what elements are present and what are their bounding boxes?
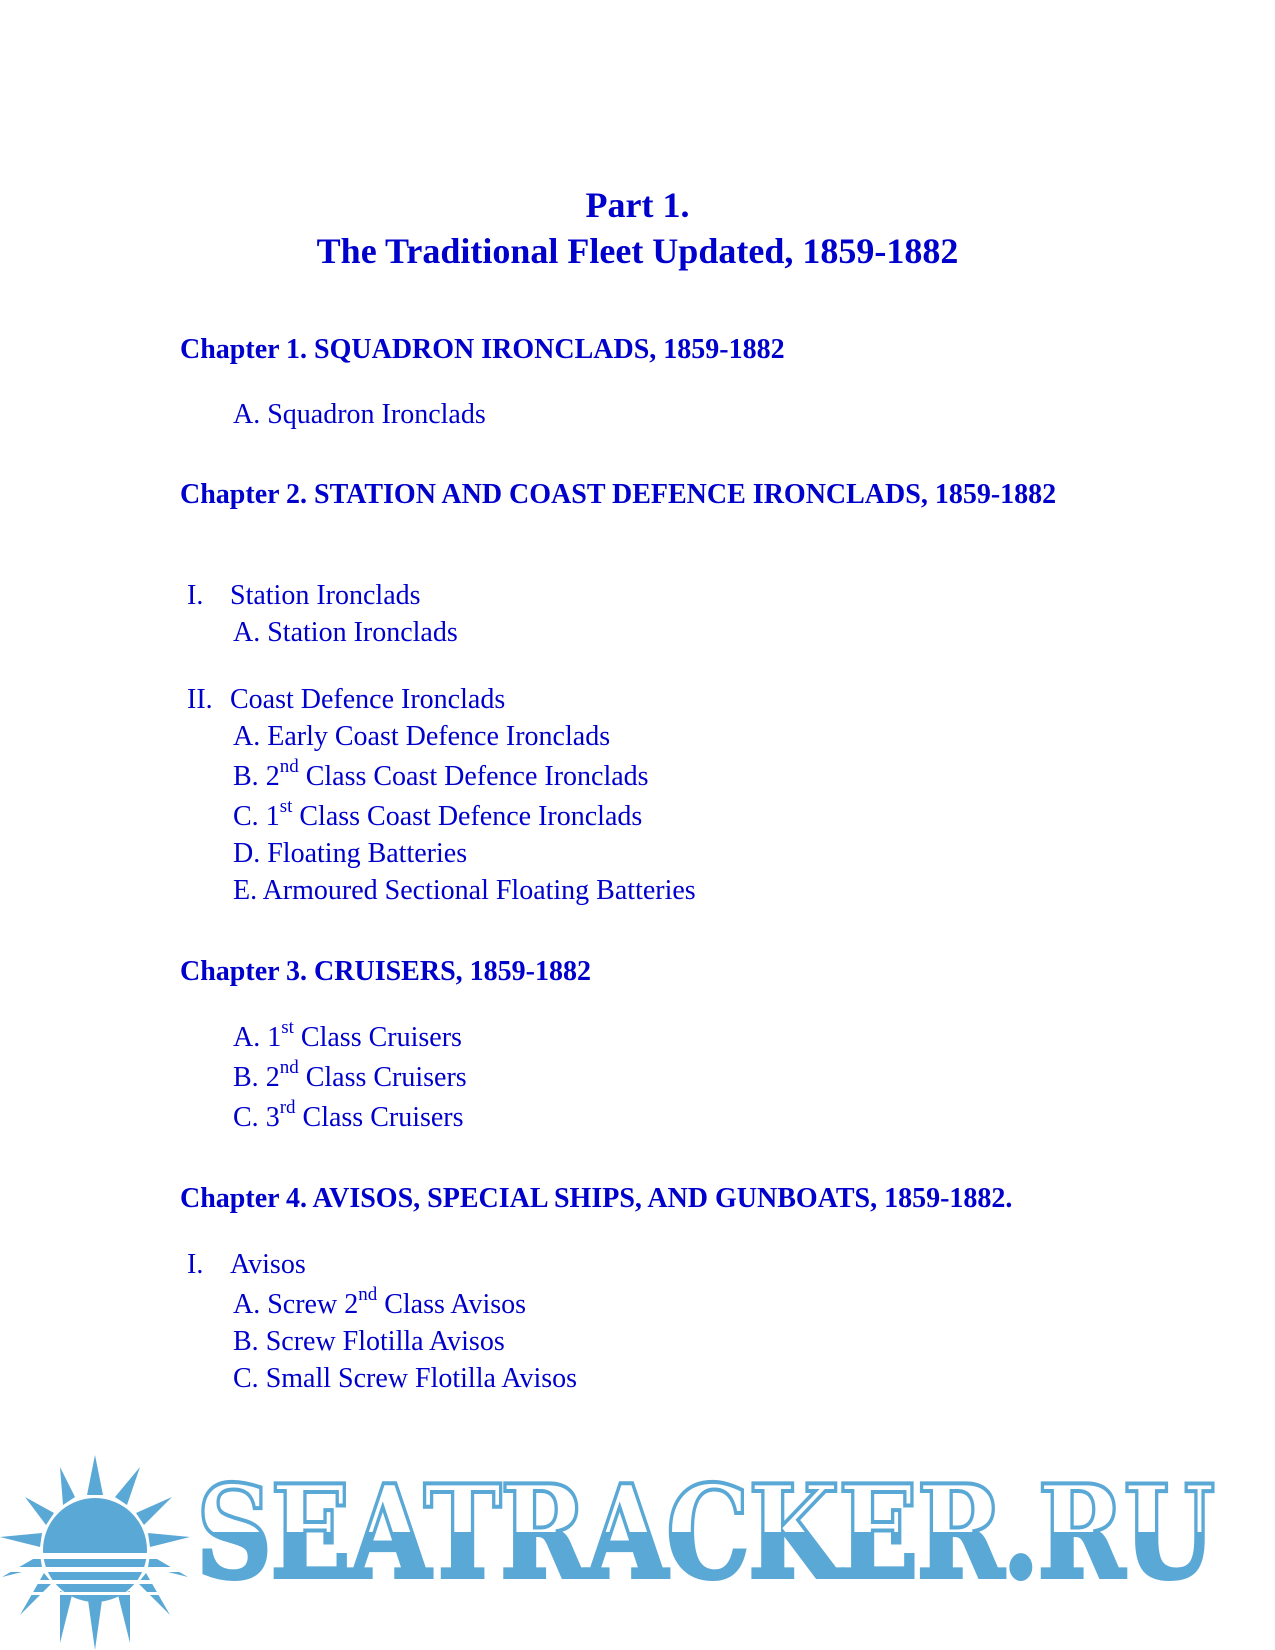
item-letter: A. (233, 617, 261, 648)
item-text: Floating Batteries (267, 838, 468, 869)
svg-text:SEATRACKER.RU: SEATRACKER.RU (196, 1456, 1214, 1608)
chapter-3-title: Chapter 3. CRUISERS, 1859-1882 (180, 956, 591, 987)
list-item (233, 1096, 464, 1137)
item-text: Class Cruisers (302, 1102, 464, 1133)
item-letter: C. (233, 801, 259, 832)
item-letter: B. (233, 1326, 259, 1357)
list-item (233, 1360, 577, 1398)
item-letter: B. (233, 761, 259, 792)
chapter-4-title: Chapter 4. AVISOS, SPECIAL SHIPS, AND GUNBOATS, 1859-1882. (180, 1183, 1013, 1214)
item-text: Early Coast Defence Ironclads (267, 721, 611, 752)
list-item (233, 1323, 505, 1361)
list-item (233, 614, 458, 652)
item-letter: A. (233, 399, 261, 430)
item-letter: B. (233, 1062, 259, 1093)
item-text: Class Coast Defence Ironclads (305, 761, 649, 792)
list-item (233, 835, 467, 873)
item-letter: A. (233, 1289, 261, 1320)
list-item (233, 1283, 527, 1324)
item-pre: Screw (267, 1289, 338, 1320)
item-letter: A. (233, 721, 261, 752)
section-title: Avisos (230, 1249, 306, 1280)
item-letter: C. (233, 1102, 259, 1133)
item-letter: A. (233, 1022, 261, 1053)
sun-icon (0, 1455, 190, 1650)
item-text: Small Screw Flotilla Avisos (265, 1363, 578, 1394)
item-ordinal: 2nd (344, 1283, 378, 1320)
part-number: Part 1. (585, 185, 690, 225)
list-item (233, 1016, 462, 1057)
section-numeral: I. (187, 580, 204, 611)
item-text: Station Ironclads (267, 617, 458, 648)
list-item (233, 396, 486, 434)
item-text: Screw Flotilla Avisos (265, 1326, 505, 1357)
item-ordinal: 2nd (265, 1056, 299, 1093)
item-ordinal: 1st (265, 795, 293, 832)
item-text: Class Avisos (384, 1289, 527, 1320)
item-text: Class Cruisers (305, 1062, 467, 1093)
section-title: Coast Defence Ironclads (230, 684, 506, 715)
part-title: The Traditional Fleet Updated, 1859-1882 (316, 231, 959, 271)
item-text: Class Cruisers (300, 1022, 462, 1053)
item-ordinal: 2nd (265, 755, 299, 792)
list-item (233, 718, 610, 756)
section-numeral: I. (187, 1249, 204, 1280)
item-ordinal: 1st (267, 1016, 294, 1053)
section-title: Station Ironclads (230, 580, 421, 611)
list-item (233, 1056, 467, 1097)
list-item (233, 755, 649, 796)
item-text: Class Coast Defence Ironclads (299, 801, 643, 832)
item-letter: C. (233, 1363, 259, 1394)
section-numeral: II. (187, 684, 213, 715)
item-letter: E. (233, 875, 258, 906)
watermark (0, 1455, 1275, 1650)
item-letter: D. (233, 838, 261, 869)
chapter-2-title: Chapter 2. STATION AND COAST DEFENCE IRONCLADS, 1859-1882 (180, 479, 1057, 510)
item-ordinal: 3rd (265, 1096, 296, 1133)
item-text: Squadron Ironclads (267, 399, 486, 430)
watermark-text (196, 1455, 1223, 1608)
list-item (233, 872, 696, 910)
item-text: Armoured Sectional Floating Batteries (262, 875, 696, 906)
list-item (233, 795, 643, 836)
chapter-1-title: Chapter 1. SQUADRON IRONCLADS, 1859-1882 (180, 334, 785, 365)
